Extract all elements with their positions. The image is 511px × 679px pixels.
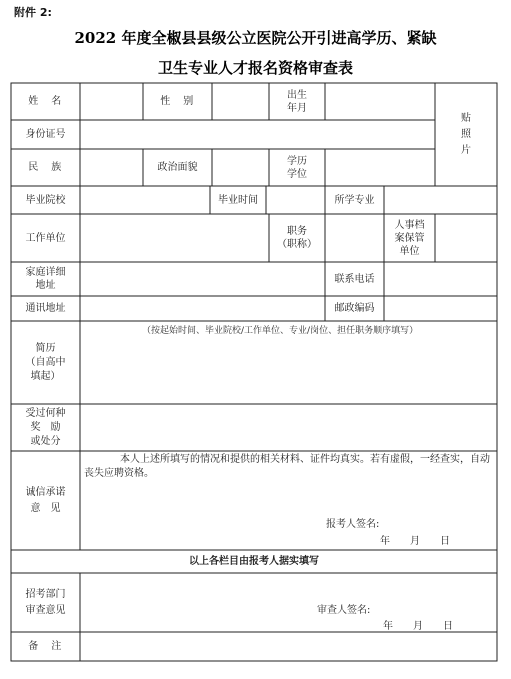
label-id-number: 身份证号: [25, 129, 66, 140]
label-home-address: 家庭详细 地址: [25, 267, 66, 291]
reviewer-date-line: 年 月 日: [383, 621, 453, 632]
education-field[interactable]: [325, 149, 435, 186]
phone-field[interactable]: [384, 262, 497, 296]
applicant-signature-label: 报考人签名:: [326, 519, 380, 530]
id-number-field[interactable]: [80, 120, 435, 149]
gender-field[interactable]: [212, 83, 269, 120]
mailing-address-field[interactable]: [80, 296, 325, 321]
label-integrity-pledge: 诚信承诺 意 见: [25, 486, 66, 514]
label-major: 所学专业: [334, 194, 375, 206]
work-unit-field[interactable]: [80, 214, 269, 262]
archive-unit-field[interactable]: [435, 214, 497, 262]
pledge-text: 本人上述所填写的情况和提供的相关材料、证件均真实。若有虚假，一经查实，自动丧失应聘资格。: [84, 454, 490, 479]
label-education: 学历 学位: [287, 155, 307, 180]
birth-field[interactable]: [325, 83, 435, 120]
label-archive-unit: 人事档 案保管 单位: [394, 219, 425, 257]
label-name: 姓 名: [28, 96, 63, 107]
postcode-field[interactable]: [384, 296, 497, 321]
remarks-field[interactable]: [80, 632, 497, 661]
label-graduate-school: 毕业院校: [25, 194, 66, 206]
label-postcode: 邮政编码: [334, 303, 375, 314]
home-address-field[interactable]: [80, 262, 325, 296]
graduate-school-field[interactable]: [80, 186, 210, 214]
label-phone: 联系电话: [334, 273, 375, 285]
job-title-field[interactable]: [325, 214, 384, 262]
section-note: 以上各栏目由报考人据实填写: [189, 556, 319, 567]
reviewer-signature-label: 审查人签名:: [317, 605, 371, 616]
label-work-unit: 工作单位: [25, 232, 66, 244]
label-department-review: 招考部门 审查意见: [25, 588, 66, 616]
label-graduation-time: 毕业时间: [218, 194, 258, 206]
name-field[interactable]: [80, 83, 143, 120]
label-ethnicity: 民 族: [28, 162, 63, 173]
attachment-label: 附件 2:: [14, 6, 52, 19]
label-gender: 性 别: [160, 96, 195, 107]
label-photo: 贴 照 片: [461, 112, 471, 156]
label-remarks: 备 注: [28, 641, 63, 652]
form-title-line-1: 2022 年度全椒县县级公立医院公开引进高学历、紧缺: [74, 29, 437, 47]
form-title-line-2: 卫生专业人才报名资格审查表: [157, 59, 353, 77]
graduation-time-field[interactable]: [266, 186, 325, 214]
resume-field[interactable]: [80, 336, 497, 404]
label-mailing-address: 通讯地址: [25, 303, 66, 314]
label-resume: 简历 （自高中 填起）: [25, 342, 66, 382]
resume-hint: （按起始时间、毕业院校/工作单位、专业/岗位、担任职务顺序填写）: [142, 326, 419, 336]
awards-field[interactable]: [80, 404, 497, 451]
ethnicity-field[interactable]: [80, 149, 143, 186]
label-awards: 受过何种 奖 励 或处分: [25, 407, 66, 447]
major-field[interactable]: [384, 186, 497, 214]
label-birth: 出生 年月: [287, 89, 307, 114]
label-job-title: 职务 （职称）: [277, 226, 317, 250]
applicant-date-line: 年 月 日: [380, 536, 450, 547]
political-status-field[interactable]: [212, 149, 269, 186]
label-political-status: 政治面貌: [157, 162, 198, 173]
